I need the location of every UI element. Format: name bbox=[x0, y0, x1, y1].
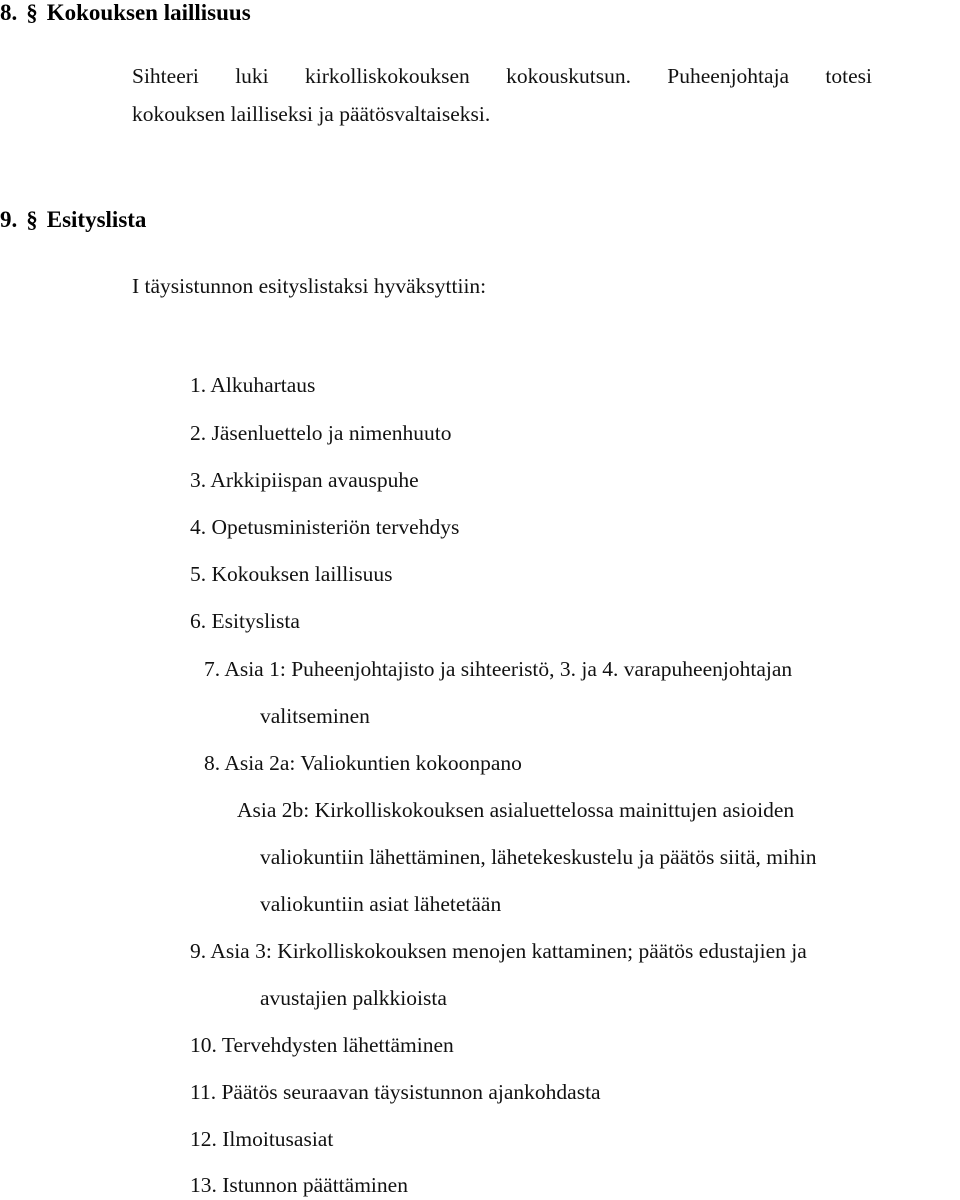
agenda-item: 8. Asia 2a: Valiokuntien kokoonpano bbox=[204, 751, 522, 775]
agenda-item: 2. Jäsenluettelo ja nimenhuuto bbox=[190, 421, 452, 445]
agenda-item: 12. Ilmoitusasiat bbox=[190, 1127, 334, 1151]
section-number: 8. bbox=[0, 0, 18, 25]
agenda-item-continuation: valiokuntiin lähettäminen, lähetekeskustelu ja päätös siitä, mihin bbox=[260, 845, 817, 869]
agenda-item: 4. Opetusministeriön tervehdys bbox=[190, 515, 460, 539]
agenda-item-continuation: valiokuntiin asiat lähetetään bbox=[260, 892, 502, 916]
section-8-paragraph-line-2: kokouksen lailliseksi ja päätösvaltaiseksi. bbox=[132, 102, 491, 126]
agenda-item-continuation: avustajien palkkioista bbox=[260, 986, 447, 1010]
agenda-item-continuation: valitseminen bbox=[260, 704, 370, 728]
agenda-item: Asia 2b: Kirkolliskokouksen asialuettelossa mainittujen asioiden bbox=[237, 798, 795, 822]
agenda-item: 3. Arkkipiispan avauspuhe bbox=[190, 468, 419, 492]
section-number: 9. bbox=[0, 207, 18, 232]
section-title: Kokouksen laillisuus bbox=[46, 0, 251, 25]
agenda-item: 10. Tervehdysten lähettäminen bbox=[190, 1033, 454, 1057]
section-title: Esityslista bbox=[46, 207, 147, 232]
agenda-item: 9. Asia 3: Kirkolliskokouksen menojen kattaminen; päätös edustajien ja bbox=[190, 939, 807, 963]
section-symbol: § bbox=[26, 207, 38, 232]
agenda-item: 13. Istunnon päättäminen bbox=[190, 1173, 408, 1197]
section-9-intro: I täysistunnon esityslistaksi hyväksyttiin: bbox=[132, 274, 487, 298]
section-symbol: § bbox=[26, 0, 38, 25]
section-8-heading bbox=[0, 0, 251, 26]
agenda-item: 5. Kokouksen laillisuus bbox=[190, 562, 393, 586]
agenda-item: 11. Päätös seuraavan täysistunnon ajankohdasta bbox=[190, 1080, 601, 1104]
section-8-paragraph-line-1: Sihteeri luki kirkolliskokouksen kokouskutsun. Puheenjohtaja totesi bbox=[132, 64, 872, 88]
agenda-item: 7. Asia 1: Puheenjohtajisto ja sihteeristö, 3. ja 4. varapuheenjohtajan bbox=[204, 657, 793, 681]
agenda-item: 6. Esityslista bbox=[190, 609, 300, 633]
section-9-heading bbox=[0, 207, 146, 233]
agenda-item: 1. Alkuhartaus bbox=[190, 373, 316, 397]
